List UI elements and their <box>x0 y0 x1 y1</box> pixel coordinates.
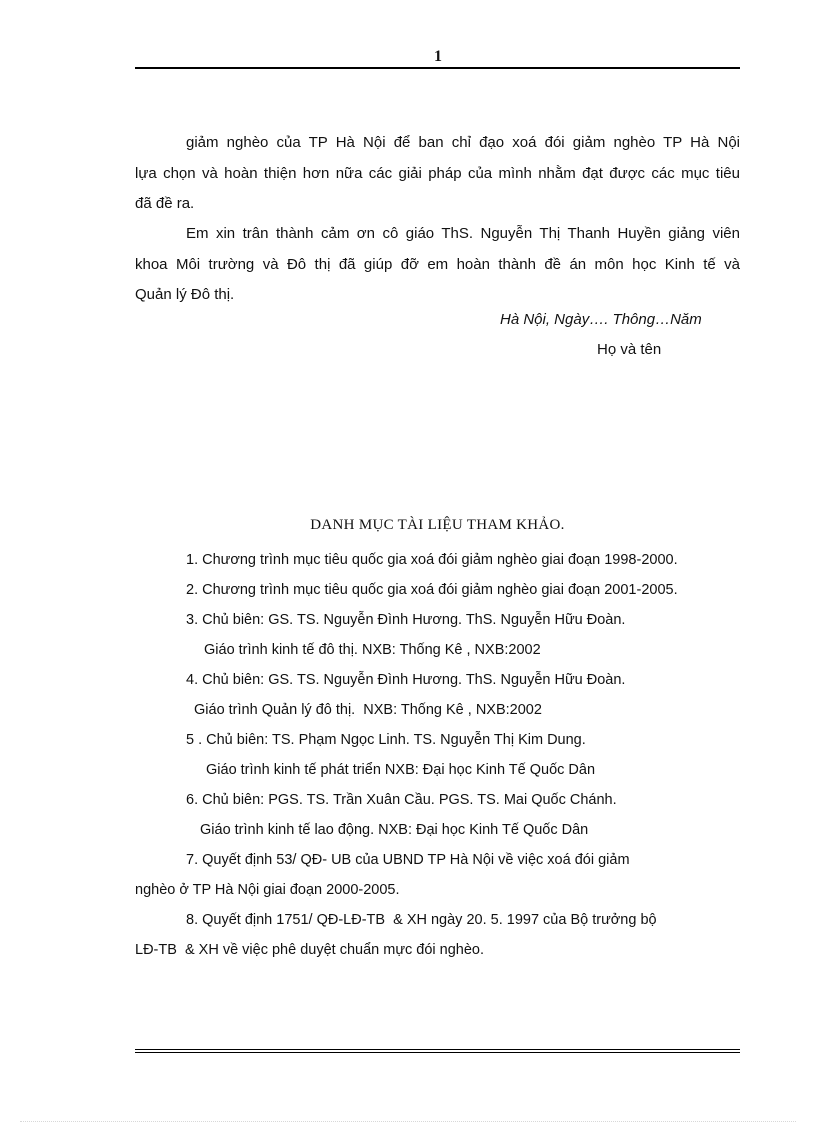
signature-date: Hà Nội, Ngày…. Thông…Năm <box>500 311 702 328</box>
reference-line: Giáo trình kinh tế phát triển NXB: Đại học Kinh Tế Quốc Dân <box>206 762 596 778</box>
references-title: DANH MỤC TÀI LIỆU THAM KHẢO. <box>310 517 565 533</box>
reference-line: nghèo ở TP Hà Nội giai đoạn 2000-2005. <box>135 882 400 898</box>
reference-line: Giáo trình kinh tế lao động. NXB: Đại học Kinh Tế Quốc Dân <box>200 822 589 838</box>
reference-line: 1. Chương trình mục tiêu quốc gia xoá đói giảm nghèo giai đoạn 1998-2000. <box>186 552 678 568</box>
reference-line: 8. Quyết định 1751/ QĐ-LĐ-TB & XH ngày 20. 5. 1997 của Bộ trưởng bộ <box>186 912 657 928</box>
reference-line: 5 . Chủ biên: TS. Phạm Ngọc Linh. TS. Nguyễn Thị Kim Dung. <box>186 732 586 748</box>
text-line: giảm nghèo của TP Hà Nội để ban chỉ đạo xoá đói giảm nghèo TP Hà Nội <box>186 134 740 151</box>
signature-name: Họ và tên <box>597 341 662 358</box>
reference-line: Giáo trình kinh tế đô thị. NXB: Thống Kê , NXB:2002 <box>204 642 541 658</box>
page-number: 1 <box>434 48 442 65</box>
header-rule <box>135 67 740 69</box>
paragraph-closing <box>135 128 740 220</box>
reference-line: LĐ-TB & XH về việc phê duyệt chuẩn mực đói nghèo. <box>135 942 485 958</box>
text-line: Quản lý Đô thị. <box>135 286 235 303</box>
text-line: đã đề ra. <box>135 195 195 212</box>
reference-line: 7. Quyết định 53/ QĐ- UB của UBND TP Hà Nội về việc xoá đói giảm <box>186 852 630 868</box>
reference-line: 3. Chủ biên: GS. TS. Nguyễn Đình Hương. ThS. Nguyễn Hữu Đoàn. <box>186 612 626 628</box>
text-line: lựa chọn và hoàn thiện hơn nữa các giải pháp của mình nhằm đạt được các mục tiêu <box>135 164 740 182</box>
page-edge-dots <box>20 1121 796 1122</box>
text-line: khoa Môi trường và Đô thị đã giúp đỡ em hoàn thành đề án môn học Kinh tế và <box>135 255 740 273</box>
footer-rule <box>135 1049 740 1053</box>
reference-line: Giáo trình Quản lý đô thị. NXB: Thống Kê , NXB:2002 <box>194 702 542 718</box>
paragraph-thanks <box>135 219 740 311</box>
reference-line: 4. Chủ biên: GS. TS. Nguyễn Đình Hương. ThS. Nguyễn Hữu Đoàn. <box>186 672 626 688</box>
reference-line: 2. Chương trình mục tiêu quốc gia xoá đói giảm nghèo giai đoạn 2001-2005. <box>186 582 678 598</box>
reference-line: 6. Chủ biên: PGS. TS. Trần Xuân Cầu. PGS. TS. Mai Quốc Chánh. <box>186 792 617 808</box>
text-line: Em xin trân thành cảm ơn cô giáo ThS. Nguyễn Thị Thanh Huyền giảng viên <box>186 225 740 242</box>
